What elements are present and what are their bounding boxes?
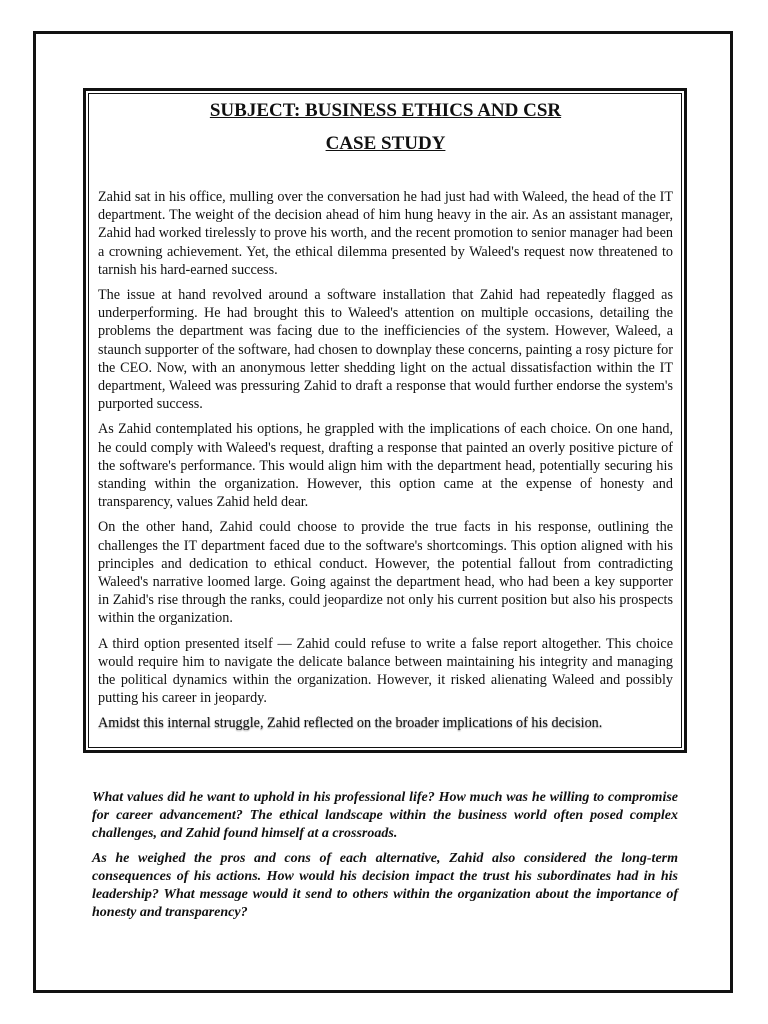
subject-heading: SUBJECT: BUSINESS ETHICS AND CSR <box>209 100 562 121</box>
case-paragraph: On the other hand, Zahid could choose to provide the true facts in his response, outlining the challenges the IT department faced due to the software's shortcomings. This option aligned with his principles and dedication to ethical conduct. However, the potential fallout from contradicting Waleed's narrative loomed large. Going against the department head, who had been a key supporter in Zahid's rise through the ranks, could jeopardize not only his current position but also his prospects within the organization. <box>98 519 673 627</box>
case-paragraph: Zahid sat in his office, mulling over the conversation he had just had with Waleed, the head of the IT department. The weight of the decision ahead of him hung heavy in the air. As an assistant manager, Zahid had worked tirelessly to prove his worth, and the recent promotion to senior manager had been a crowning achievement. Yet, the ethical dilemma presented by Waleed's request now threatened to tarnish his hard-earned success. <box>98 189 673 278</box>
question-paragraph: As he weighed the pros and cons of each alternative, Zahid also considered the long-term consequences of his actions. How would his decision impact the trust his subordinates had in his leadership? What message would it send to others within the organization about the importance of honesty and transparency? <box>92 851 678 920</box>
case-study-box-inner <box>88 93 682 748</box>
case-paragraph: A third option presented itself — Zahid could refuse to write a false report altogether. This choice would require him to navigate the delicate balance between maintaining his integrity and managing the political dynamics within the organization. However, it risked alienating Waleed and possibly putting his career in jeopardy. <box>98 635 673 707</box>
case-paragraph: The issue at hand revolved around a software installation that Zahid had repeatedly flagged as underperforming. He had brought this to Waleed's attention on multiple occasions, detailing the problems the department was facing due to the inefficiencies of the system. However, Waleed, a staunch supporter of the software, had chosen to downplay these concerns, painting a rosy picture for the CEO. Now, with an anonymous letter shedding light on the actual dissatisfaction within the IT department, Waleed was pressuring Zahid to draft a response that would further endorse the system's purported success. <box>98 287 673 413</box>
case-paragraph: As Zahid contemplated his options, he grappled with the implications of each choice. On one hand, he could comply with Waleed's request, drafting a response that painted an overly positive picture of the software's performance. This would align him with the department head, potentially securing his standing within the organization. However, this option came at the expense of honesty and transparency, values Zahid held dear. <box>98 421 673 511</box>
case-study-box <box>83 88 687 753</box>
reflection-questions <box>92 789 678 929</box>
question-paragraph: What values did he want to uphold in his professional life? How much was he willing to compromise for career advancement? The ethical landscape within the business world often posed complex challenges, and Zahid found himself at a crossroads. <box>92 790 678 841</box>
case-study-heading: CASE STUDY <box>325 133 446 154</box>
case-paragraph-closing: Amidst this internal struggle, Zahid reflected on the broader implications of his decision. <box>98 715 603 732</box>
